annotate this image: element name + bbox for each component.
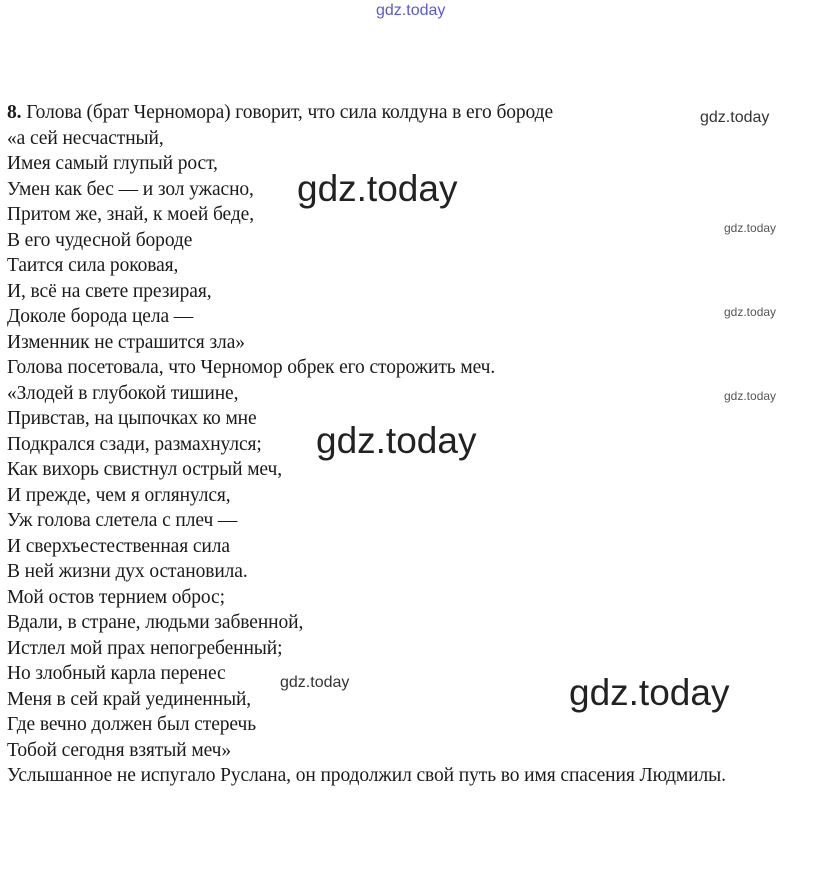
task-line: Где вечно должен был стеречь — [7, 714, 256, 735]
task-line: «Злодей в глубокой тишине, — [7, 382, 239, 404]
task-line: Доколе борода цела — — [7, 306, 194, 327]
task-line: Притом же, знай, к моей беде, — [7, 204, 254, 225]
task-line: Услышанное не испугало Руслана, он продолжил свой путь во имя спасения Людмилы. — [7, 765, 726, 786]
header-watermark: gdz.today — [376, 2, 446, 19]
watermark: gdz.today — [316, 420, 477, 461]
task-line: Истлел мой прах непогребенный; — [7, 637, 283, 659]
task-line: В ней жизни дух остановила. — [7, 561, 248, 582]
task-line: Подкрался сзади, размахнулся; — [7, 433, 262, 455]
watermark: gdz.today — [724, 221, 777, 235]
task-line-text: Голова (брат Черномора) говорит, что сила колдуна в его бороде — [21, 102, 554, 123]
watermark: gdz.today — [297, 168, 458, 209]
watermark: gdz.today — [569, 672, 730, 713]
task-line: Мой остов тернием оброс; — [7, 586, 225, 608]
task-line: Умен как бес — и зол ужасно, — [7, 178, 254, 200]
task-number: 8. — [7, 102, 22, 123]
task-line: В его чудесной бороде — [7, 229, 193, 251]
task-line: «а сей несчастный, — [7, 127, 164, 149]
task-line: И сверхъестественная сила — [7, 535, 230, 557]
watermark: gdz.today — [724, 389, 777, 403]
watermark: gdz.today — [700, 109, 770, 126]
task-line: Привстав, на цыпочках ко мне — [7, 408, 257, 429]
task-line: Уж голова слетела с плеч — — [7, 510, 238, 531]
task-line: И, всё на свете презирая, — [7, 280, 212, 302]
task-line: Изменник не страшится зла» — [7, 331, 245, 353]
task-line: Вдали, в стране, людьми забвенной, — [7, 612, 304, 633]
watermark: gdz.today — [724, 305, 777, 319]
task-line: Имея самый глупый рост, — [7, 153, 218, 174]
watermark: gdz.today — [280, 674, 350, 691]
task-line: Но злобный карла перенес — [7, 663, 226, 684]
task-line: Как вихорь свистнул острый меч, — [7, 459, 282, 480]
task-line: Меня в сей край уединенный, — [7, 688, 252, 710]
task-line: Таится сила роковая, — [7, 255, 179, 276]
task-line: Тобой сегодня взятый меч» — [7, 739, 232, 761]
task-line: И прежде, чем я оглянулся, — [7, 484, 231, 506]
task-line: Голова посетовала, что Черномор обрек его сторожить меч. — [7, 357, 496, 378]
